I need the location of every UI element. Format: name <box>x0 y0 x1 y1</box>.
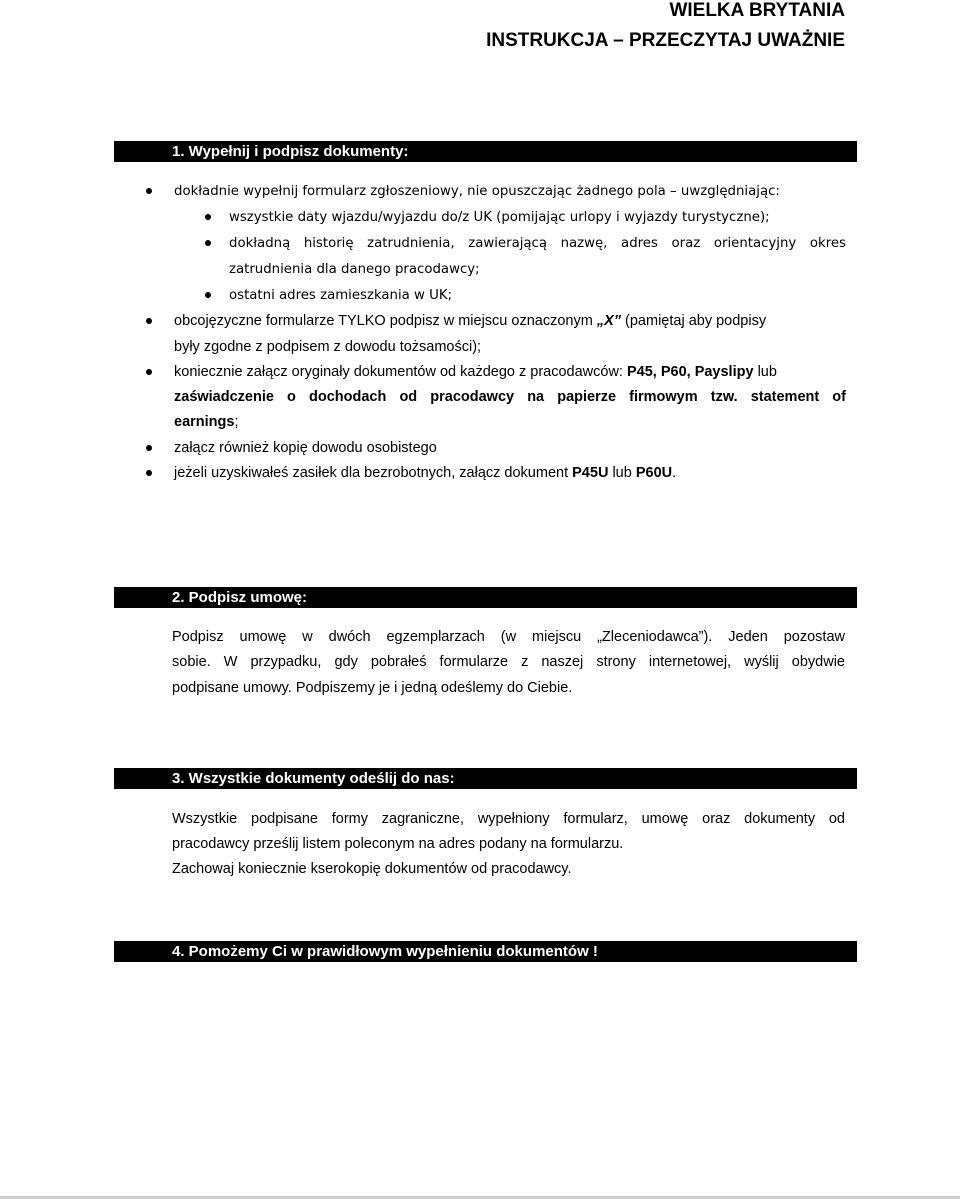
sub-item-last-address: ostatni adres zamieszkania w UK; <box>229 288 453 303</box>
contract-paragraph-line: Podpisz umowę w dwóch egzemplarzach (w miejscu „Zleceniodawca”). Jeden pozostaw <box>172 629 845 645</box>
bullet-icon <box>146 470 152 476</box>
bullet-icon <box>146 318 152 324</box>
instruction-text: ; <box>234 414 239 430</box>
document-title: WIELKA BRYTANIA <box>669 0 845 21</box>
instruction-text: obcojęzyczne formularze TYLKO podpisz w miejscu oznaczonym <box>174 313 597 329</box>
bullet-icon <box>146 188 152 194</box>
section-1-heading: 1. Wypełnij i podpisz dokumenty: <box>114 141 857 162</box>
section-4-heading: 4. Pomożemy Ci w prawidłowym wypełnieniu dokumentów ! <box>114 941 857 962</box>
page-bottom-rule <box>0 1196 960 1199</box>
sub-item-employment-history-cont: zatrudnienia dla danego pracodawcy; <box>229 262 480 277</box>
instruction-sign-forms <box>174 309 849 335</box>
bullet-icon <box>205 292 211 298</box>
sub-item-dates: wszystkie daty wjazdu/wyjazdu do/z UK (pomijając urlopy i wyjazdy turystyczne); <box>229 210 770 225</box>
instruction-unemployment <box>174 461 849 487</box>
instruction-text: jeżeli uzyskiwałeś zasiłek dla bezrobotnych, załącz dokument <box>174 465 573 481</box>
instruction-text: . <box>672 465 677 481</box>
instruction-text: koniecznie załącz oryginały dokumentów od każdego z pracodawców: <box>174 364 627 380</box>
document-subtitle: INSTRUKCJA – PRZECZYTAJ UWAŻNIE <box>486 30 845 51</box>
earnings-term: earnings <box>174 414 235 430</box>
sub-item-employment-history: dokładną historię zatrudnienia, zawierającą nazwę, adres oraz orientacyjny okres <box>229 236 846 251</box>
bullet-icon <box>146 445 152 451</box>
instruction-attach-originals-end <box>174 410 846 436</box>
instruction-fill-form: dokładnie wypełnij formularz zgłoszeniowy, nie opuszczając żadnego pola – uwzględniając: <box>174 184 780 199</box>
signature-mark: „X” <box>596 313 622 329</box>
document-names: P45, P60, Payslipy <box>626 364 754 380</box>
instruction-text: lub <box>608 465 636 481</box>
section-3-heading: 3. Wszystkie dokumenty odeślij do nas: <box>114 768 857 789</box>
send-paragraph-line: Zachowaj koniecznie kserokopię dokumentów od pracodawcy. <box>172 861 572 877</box>
instruction-attach-originals-cont: zaświadczenie o dochodach od pracodawcy na papierze firmowym tzw. statement of <box>174 389 846 405</box>
section-2-heading: 2. Podpisz umowę: <box>114 587 857 608</box>
contract-paragraph-line: sobie. W przypadku, gdy pobrałeś formularze z naszej strony internetowej, wyślij obydwie <box>172 654 845 670</box>
instruction-attach-originals <box>174 360 849 386</box>
send-paragraph-line: Wszystkie podpisane formy zagraniczne, wypełniony formularz, umowę oraz dokumenty od <box>172 811 845 827</box>
bullet-icon <box>205 214 211 220</box>
instruction-sign-forms-cont: były zgodne z podpisem z dowodu tożsamości); <box>174 339 482 355</box>
bullet-icon <box>146 369 152 375</box>
send-paragraph-line: pracodawcy prześlij listem poleconym na adres podany na formularzu. <box>172 836 624 852</box>
instruction-text: lub <box>753 364 777 380</box>
instruction-attach-id: załącz również kopię dowodu osobistego <box>174 440 437 456</box>
contract-paragraph-line: podpisane umowy. Podpiszemy je i jedną odeślemy do Ciebie. <box>172 680 573 696</box>
instruction-text: (pamiętaj aby podpisy <box>621 313 767 329</box>
document-p60u: P60U <box>635 465 673 481</box>
document-p45u: P45U <box>572 465 609 481</box>
bullet-icon <box>205 240 211 246</box>
